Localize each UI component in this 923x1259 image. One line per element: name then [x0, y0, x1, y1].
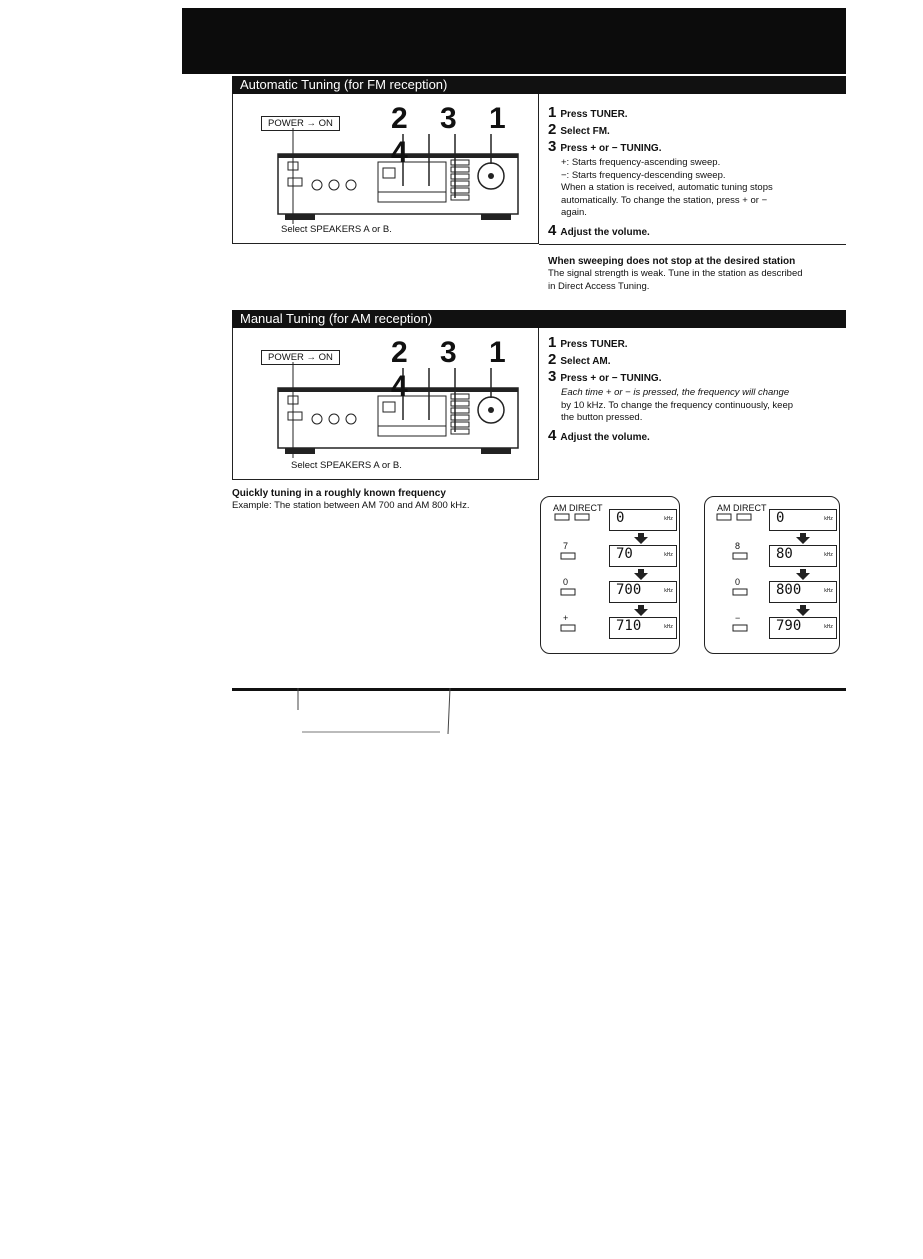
section-header-manual	[232, 310, 846, 328]
frequency-display: 710 kHz	[609, 617, 677, 639]
receiver-figure-manual	[232, 328, 539, 480]
step-3-detail: again.	[561, 207, 587, 218]
callout-numbers: 2 3 1 4	[391, 336, 518, 403]
step-3-detail: When a station is received, automatic tuning stops	[561, 182, 773, 193]
step-2: 2 Select AM.	[548, 351, 611, 368]
step-3-detail: the button pressed.	[561, 412, 643, 423]
step-3-detail: +: Starts frequency-ascending sweep.	[561, 157, 721, 168]
key-label: 7	[563, 541, 569, 551]
steps-manual	[548, 336, 838, 446]
note-auto	[548, 256, 848, 293]
quick-example: Example: The station between AM 700 and AM 800 kHz.	[232, 500, 470, 511]
step-3-detail: Each time + or − is pressed, the frequency will change	[561, 387, 790, 398]
page-header-bar	[182, 8, 846, 74]
frequency-display: 70 kHz	[609, 545, 677, 567]
key-label: 0	[735, 577, 741, 587]
callout-numbers: 2 3 1 4	[391, 102, 518, 169]
step-3-detail: automatically. To change the station, press + or −	[561, 194, 768, 206]
step-1: 1 Press TUNER.	[548, 334, 628, 351]
am-direct-label: AM DIRECT	[717, 503, 767, 513]
step-3-detail: −: Starts frequency-descending sweep.	[561, 169, 726, 181]
key-label: 8	[735, 541, 741, 551]
section-title-auto: Automatic Tuning (for FM reception)	[240, 77, 448, 92]
frequency-display: 700 kHz	[609, 581, 677, 603]
step-3-detail: by 10 kHz. To change the frequency continuously, keep	[561, 399, 794, 411]
note-line: in Direct Access Tuning.	[548, 281, 650, 292]
steps-auto	[548, 106, 838, 241]
am-direct-panel-right	[704, 496, 840, 654]
step-4: 4 Adjust the volume.	[548, 426, 650, 444]
speakers-note: Select SPEAKERS A or B.	[291, 460, 402, 471]
quick-tuning-text	[232, 488, 532, 512]
frequency-display: 0 kHz	[609, 509, 677, 531]
speakers-note: Select SPEAKERS A or B.	[281, 224, 392, 235]
frequency-display: 80 kHz	[769, 545, 837, 567]
note-title: When sweeping does not stop at the desired station	[548, 256, 796, 267]
bottom-bracket	[290, 688, 460, 738]
section-header-auto	[232, 76, 846, 94]
divider	[539, 244, 846, 245]
frequency-display: 790 kHz	[769, 617, 837, 639]
step-4: 4 Adjust the volume.	[548, 221, 650, 239]
am-direct-label: AM DIRECT	[553, 503, 603, 513]
key-label: +	[563, 613, 569, 623]
key-label: 0	[563, 577, 569, 587]
frequency-display: 800 kHz	[769, 581, 837, 603]
power-label: POWER → ON	[261, 116, 340, 131]
frequency-display: 0 kHz	[769, 509, 837, 531]
step-2: 2 Select FM.	[548, 121, 610, 138]
power-label: POWER → ON	[261, 350, 340, 365]
note-line: The signal strength is weak. Tune in the station as described	[548, 268, 803, 279]
step-3: 3 Press + or − TUNING.	[548, 368, 662, 385]
section-title-manual: Manual Tuning (for AM reception)	[240, 311, 433, 326]
am-direct-panel-left	[540, 496, 680, 654]
key-label: −	[735, 613, 741, 623]
receiver-figure-auto	[232, 94, 539, 244]
step-3: 3 Press + or − TUNING.	[548, 138, 662, 155]
step-1: 1 Press TUNER.	[548, 104, 628, 121]
quick-title: Quickly tuning in a roughly known frequency	[232, 488, 446, 499]
